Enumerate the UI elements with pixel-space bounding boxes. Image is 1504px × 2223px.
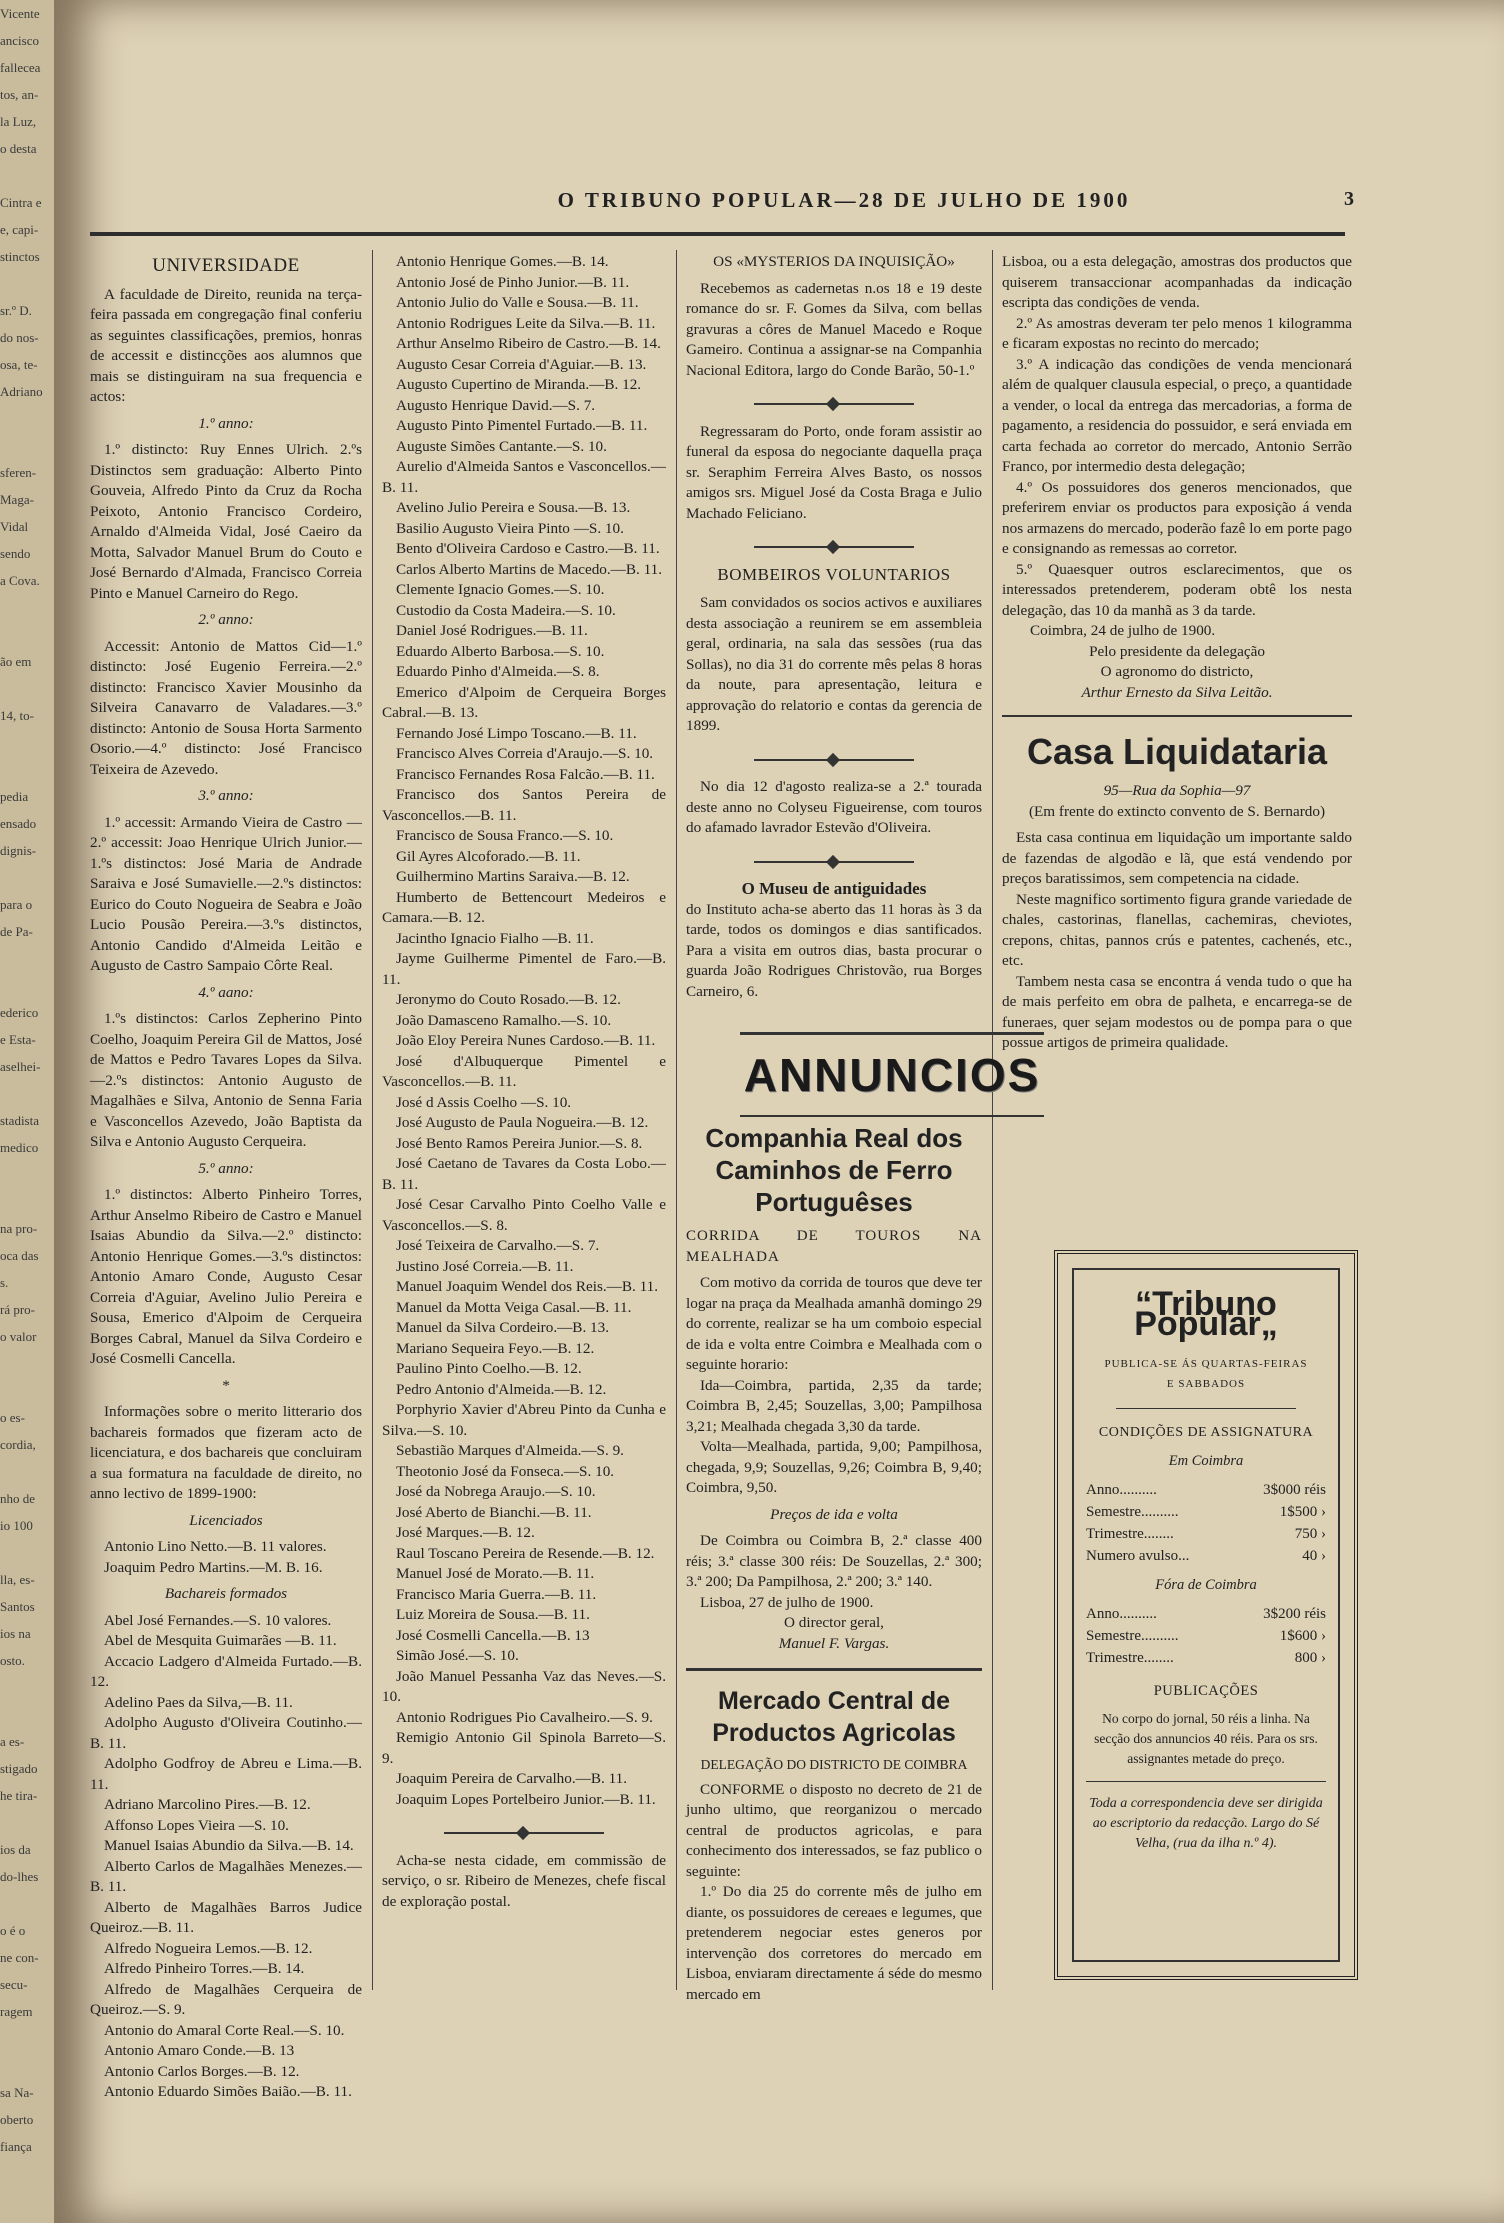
bleed-fragment: io 100 — [0, 1518, 33, 1533]
bleed-fragment — [0, 864, 54, 891]
bleed-fragment: ão em — [0, 654, 32, 669]
column-divider — [992, 250, 993, 1990]
rate-value: 1$500 › — [1279, 1504, 1326, 1520]
bleed-fragment: he tira- — [0, 1788, 38, 1803]
rate-label: Trimestre........ — [1086, 1526, 1174, 1542]
list-item: José da Nobrega Araujo.—S. 10. — [396, 1483, 596, 1500]
list-item: Affonso Lopes Vieira —S. 10. — [104, 1816, 289, 1834]
bleed-fragment — [0, 1188, 54, 1215]
graduates-list — [382, 252, 666, 1810]
rate-label: Trimestre........ — [1086, 1650, 1174, 1666]
list-item: Remigio Antonio Gil Spinola Barreto—S. 9. — [382, 1729, 666, 1767]
bleed-fragment: lla, es- — [0, 1572, 35, 1587]
rates-fora-table — [1086, 1603, 1326, 1669]
list-item: Antonio Julio do Valle e Sousa.—B. 11. — [396, 294, 639, 311]
rate-label: Anno.......... — [1086, 1482, 1157, 1498]
bleed-fragment: ederico — [0, 1005, 39, 1020]
bleed-fragment: oca das — [0, 1248, 39, 1263]
list-item: José Teixeira de Carvalho.—S. 7. — [396, 1237, 600, 1254]
list-item: Augusto Pinto Pimentel Furtado.—B. 11. — [396, 417, 648, 434]
list-item: Joaquim Pereira de Carvalho.—B. 11. — [396, 1770, 627, 1787]
list-item: Justino José Correia.—B. 11. — [396, 1257, 574, 1275]
bleed-fragment — [0, 1890, 54, 1917]
bleed-fragment: rá pro- — [0, 1302, 36, 1317]
bleed-fragment: sa Na- — [0, 2085, 34, 2100]
bleed-fragment: oberto — [0, 2112, 34, 2127]
paragraph: Volta—Mealhada, partida, 9,00; Pampilhosa, chegada, 9,9; Souzellas, 9,26; Coimbra B, 9,40; Coimbra, 9,50. — [686, 1438, 982, 1496]
ornament-separator — [686, 534, 982, 555]
bleed-fragment: do nos- — [0, 330, 39, 345]
list-item: Jeronymo do Couto Rosado.—B. 12. — [396, 991, 621, 1008]
list-item: José d'Albuquerque Pimentel e Vasconcellos.—B. 11. — [382, 1052, 666, 1090]
list-item: Simão José.—S. 10. — [396, 1647, 519, 1664]
list-item: Adolpho Augusto d'Oliveira Coutinho.—B. 11. — [90, 1714, 362, 1752]
bleed-fragment: aselhei- — [0, 1059, 41, 1074]
subscription-box-frame — [1054, 1250, 1358, 1980]
list-item: Antonio Rodrigues Leite da Silva.—B. 11. — [396, 314, 656, 332]
paragraph: Esta casa continua em liquidação um importante saldo de fazendas de algodão e lã, que está vendendo por preços baratissimos, sem competencia na cidade. — [1002, 829, 1352, 887]
list-item: Alfredo de Magalhães Cerqueira de Queiroz.—S. 9. — [90, 1980, 362, 2018]
list-item: João Damasceno Ramalho.—S. 10. — [396, 1011, 612, 1029]
signature-caption: O agronomo do districto, — [1100, 663, 1254, 680]
bleed-fragment: Vidal — [0, 519, 29, 534]
bleed-fragment: osa, te- — [0, 357, 38, 372]
licenciados-list — [90, 1537, 362, 1578]
address: 95—Rua da Sophia—97 — [1103, 782, 1251, 799]
bleed-fragment: ragem — [0, 2004, 33, 2019]
list-item: Arthur Anselmo Ribeiro de Castro.—B. 14. — [396, 335, 661, 352]
list-item: João Eloy Pereira Nunes Cardoso.—B. 11. — [396, 1032, 656, 1049]
paragraph: Recebemos as cadernetas n.os 18 e 19 deste romance do sr. F. Gomes da Silva, com bellas gravuras a côres de Manuel Macedo e Roque Gameiro. Continua a assignar-se na Companhia Nacional Editora, largo do Conde Barão, 50-1.º — [686, 279, 982, 379]
fora-coimbra: Fóra de Coimbra — [1155, 1577, 1257, 1593]
list-item: Alfredo Nogueira Lemos.—B. 12. — [104, 1939, 313, 1957]
bleed-fragment: nho de — [0, 1491, 36, 1506]
bleed-fragment: pedia — [0, 789, 29, 804]
bleed-fragment: sendo — [0, 546, 31, 561]
bleed-fragment — [0, 756, 54, 783]
column-1 — [90, 252, 362, 2103]
bleed-fragment: ne con- — [0, 1950, 39, 1965]
bleed-fragment: 14, to- — [0, 708, 34, 723]
annuncios-banner: ANNUNCIOS — [740, 1032, 1044, 1117]
heading-corrida: CORRIDA DE TOUROS NA MEALHADA — [686, 1228, 982, 1265]
bleed-fragment: dignis- — [0, 843, 37, 858]
list-item: Porphyrio Xavier d'Abreu Pinto da Cunha e Silva.—S. 10. — [382, 1401, 666, 1439]
list-item: Francisco Fernandes Rosa Falcão.—B. 11. — [396, 765, 655, 783]
bleed-fragment: stigado — [0, 1761, 38, 1776]
paragraph: do Instituto acha-se aberto das 11 horas às 3 da tarde, todos os domingos e dias santificados. Para a visita em outros dias, basta procurar o guarda João Rodrigues Christovão, rua Borges Carneiro, 6. — [686, 900, 982, 1000]
rate-label: Numero avulso... — [1086, 1548, 1190, 1564]
bleed-fragment: s. — [0, 1275, 9, 1290]
list-item: Joaquim Lopes Portelbeiro Junior.—B. 11. — [396, 1790, 656, 1808]
list-item: Mariano Sequeira Feyo.—B. 12. — [396, 1339, 595, 1357]
bleed-fragment: Santos — [0, 1599, 35, 1614]
bleed-fragment — [0, 1350, 54, 1377]
list-item: Augusto Henrique David.—S. 7. — [396, 396, 596, 414]
bleed-fragment — [0, 972, 54, 999]
heading-delegacao: DELEGAÇÃO DO DISTRICTO DE COIMBRA — [700, 1757, 968, 1772]
bleed-fragment: stadista — [0, 1113, 39, 1128]
heading-museu: O Museu de antiguidades — [741, 879, 927, 898]
list-item: Abel José Fernandes.—S. 10 valores. — [104, 1611, 332, 1629]
list-item: Augusto Cupertino de Miranda.—B. 12. — [396, 376, 642, 393]
bleed-fragment: stinctos — [0, 249, 40, 264]
paragraph: A faculdade de Direito, reunida na terça-feira passada em congregação final conferiu as seguintes classificações, premios, honras de accessit e distincções aos alumnos que mais se distinguiram na sua frequencia e actos: — [90, 285, 362, 405]
bleed-fragment — [0, 1809, 54, 1836]
list-item: Aurelio d'Almeida Santos e Vasconcellos.—B. 11. — [382, 458, 666, 496]
bleed-fragment: tos, an- — [0, 87, 39, 102]
bleed-fragment — [0, 1080, 54, 1107]
subheading-year-3: 3.º anno: — [198, 787, 254, 804]
page-number: 3 — [1344, 188, 1354, 210]
list-item: Antonio do Amaral Corte Real.—S. 10. — [104, 2021, 345, 2039]
bleed-fragment — [0, 729, 54, 756]
bleed-fragment: ensado — [0, 816, 37, 831]
paragraph: 1.º distincto: Ruy Ennes Ulrich. 2.ºs Distinctos sem graduação: Alberto Pinto Gouveia, Alfredo Pinto da Cruz da Rocha Peixoto, Antonio Francisco Cordeiro, Arnaldo d'Almeida Vidal, José Caeiro da Motta, Salvador Manuel Brum do Couto e José Bernardo d'Almada, Francisco Correia Pinto e Manuel Carneiro do Rego. — [90, 441, 362, 602]
paragraph: 4.º Os possuidores dos generos mencionados, que preferirem enviar os productos para exposição á venda nos armazens do mercado, poderão fazê lo em porte pago e consignando as remessas ao corretor. — [1002, 478, 1352, 557]
bleed-fragment — [0, 1674, 54, 1701]
list-item: Emerico d'Alpoim de Cerqueira Borges Cabral.—B. 13. — [382, 683, 666, 721]
bachareis-list — [90, 1611, 362, 2103]
list-item: José Cosmelli Cancella.—B. 13 — [396, 1626, 590, 1644]
bleed-fragment: na pro- — [0, 1221, 38, 1236]
list-item: Augusto Cesar Correia d'Aguiar.—B. 13. — [396, 355, 647, 373]
column-divider — [372, 250, 373, 1990]
subheading-licenciados: Licenciados — [189, 1511, 263, 1529]
rate-value: 40 › — [1302, 1548, 1326, 1564]
rate-value: 3$000 réis — [1263, 1482, 1326, 1498]
list-item: Eduardo Pinho d'Almeida.—S. 8. — [396, 663, 600, 680]
rate-value: 1$600 › — [1279, 1628, 1326, 1644]
bleed-fragment: ios na — [0, 1626, 31, 1641]
list-item: Francisco Maria Guerra.—B. 11. — [396, 1585, 597, 1603]
column-3 — [686, 252, 982, 1002]
list-item: Manuel Joaquim Wendel dos Reis.—B. 11. — [396, 1278, 659, 1295]
rate-label: Anno.......... — [1086, 1606, 1157, 1622]
list-item: Sebastião Marques d'Almeida.—S. 9. — [396, 1442, 624, 1459]
bleed-fragment — [0, 594, 54, 621]
rate-value: 800 › — [1294, 1650, 1326, 1666]
list-item: José Aberto de Bianchi.—B. 11. — [396, 1503, 592, 1521]
list-item: José Bento Ramos Pereira Junior.—S. 8. — [396, 1134, 643, 1152]
bleed-fragment: a es- — [0, 1734, 25, 1749]
ad-rule — [686, 1668, 982, 1671]
bleed-fragment: ios da — [0, 1842, 31, 1857]
paragraph: 1.º accessit: Armando Vieira de Castro —2.º accessit: Joao Henrique Ulrich Junior.—1.ºs distinctos: José Maria de Andrade Saraiva e José Sumavielle.—2.ºs distinctos: Eurico do Couto Nogueira de Seabra e João Lucio Pousão Pereira.—3.ºs distinctos, Antonio Candido d'Almeida Leitão e Augusto de Castro Sampaio Côrte Real. — [90, 813, 362, 974]
adjacent-page-bleed — [0, 0, 54, 2223]
bleed-fragment: fiança — [0, 2139, 32, 2154]
bleed-fragment — [0, 162, 54, 189]
rate-row — [1086, 1479, 1326, 1501]
list-item: Francisco dos Santos Pereira de Vasconcellos.—B. 11. — [382, 786, 666, 824]
column-divider — [676, 250, 677, 1990]
paragraph: Informações sobre o merito litterario dos bachareis formados que fizeram acto de licenciatura, e dos bachareis que concluiram a sua formatura na faculdade de direito, no anno lectivo de 1899-1900: — [90, 1403, 362, 1502]
publicacoes-text: No corpo do jornal, 50 réis a linha. Na secção dos annuncios 40 réis. Para os srs. assignantes metade do preço. — [1094, 1711, 1318, 1766]
list-item: Jayme Guilherme Pimentel de Faro.—B. 11. — [382, 950, 666, 988]
bleed-fragment — [0, 1458, 54, 1485]
heading-precos: Preços de ida e volta — [770, 1505, 898, 1523]
list-item: Antonio Carlos Borges.—B. 12. — [104, 2062, 300, 2080]
bleed-fragment: cordia, — [0, 1437, 36, 1452]
date-line: Coimbra, 24 de julho de 1900. — [1030, 622, 1216, 639]
bleed-fragment: medico — [0, 1140, 39, 1155]
paragraph: 5.º Quaesquer outros esclarecimentos, que os interessados pretenderem, poderam obtê los nesta delegação, das 10 da manhã as 3 da tarde. — [1002, 560, 1352, 619]
list-item: Carlos Alberto Martins de Macedo.—B. 11. — [396, 560, 663, 578]
bleed-fragment: de Pa- — [0, 924, 33, 939]
rate-label: Semestre.......... — [1086, 1504, 1179, 1520]
list-item: Luiz Moreira de Sousa.—B. 11. — [396, 1606, 590, 1623]
rate-value: 750 › — [1294, 1526, 1326, 1542]
bleed-fragment — [0, 432, 54, 459]
bleed-fragment: para o — [0, 897, 33, 912]
ornament-separator — [382, 1820, 666, 1841]
rate-value: 3$200 réis — [1263, 1606, 1326, 1622]
signature-name: Arthur Ernesto da Silva Leitão. — [1081, 683, 1273, 701]
list-item: Manuel José de Morato.—B. 11. — [396, 1565, 595, 1582]
paragraph: Lisboa, ou a esta delegação, amostras dos productos que quiserem transaccionar acompanhadas da indicação escripta das condições de venda. — [1002, 253, 1352, 311]
box-title: “Tribuno Popular„ — [1134, 1285, 1278, 1343]
list-item: Adolpho Godfroy de Abreu e Lima.—B. 11. — [90, 1755, 362, 1793]
list-item: Daniel José Rodrigues.—B. 11. — [396, 622, 588, 639]
bleed-fragment — [0, 2052, 54, 2079]
subheading-year-1: 1.º anno: — [198, 414, 254, 432]
star-separator: * — [222, 1376, 230, 1394]
paragraph: 1.º distinctos: Alberto Pinheiro Torres, Arthur Anselmo Ribeiro de Castro e Manuel Isaias Abundio da Silva.—2.º distincto: Antonio Henrique Gomes.—3.ºs distinctos: Antonio Amaro Conde, Augusto Cesar Correia d'Aguiar, Avelino Julio Pereira e Sousa, Emerico d'Alpoim de Cerqueira Borges Cabral, Manuel da Silva Cordeiro e José Cosmelli Cancella. — [90, 1186, 362, 1367]
paragraph: Accessit: Antonio de Mattos Cid—1.º distincto: José Eugenio Ferreira.—2.º distincto: Francisco Xavier Mousinho da Silveira Canavarro de Valadares.—3.º distincto: Antonio de Sousa Horta Sarmento Osorio.—4.º distincto: José Francisco Teixeira de Azevedo. — [90, 637, 362, 778]
list-item: Antonio Eduardo Simões Baião.—B. 11. — [104, 2083, 352, 2100]
list-item: Pedro Antonio d'Almeida.—B. 12. — [396, 1380, 607, 1398]
heading-bombeiros: BOMBEIROS VOLUNTARIOS — [717, 564, 951, 584]
bleed-fragment — [0, 945, 54, 972]
section-heading-universidade: UNIVERSIDADE — [152, 255, 300, 276]
list-item: Theotonio José da Fonseca.—S. 10. — [396, 1462, 615, 1480]
list-item: Adriano Marcolino Pires.—B. 12. — [104, 1796, 311, 1813]
bleed-fragment: secu- — [0, 1977, 28, 1992]
ad-rule — [1002, 715, 1352, 717]
heading-companhia: Companhia Real dos Caminhos de Ferro Portuguêses — [705, 1123, 963, 1217]
list-item: Custodio da Costa Madeira.—S. 10. — [396, 601, 616, 619]
list-item: Antonio Henrique Gomes.—B. 14. — [396, 253, 609, 270]
paragraph: 1.ºs distinctos: Carlos Zepherino Pinto Coelho, Joaquim Pereira Gil de Mattos, José de Mattos e Pedro Tavares Lopes da Silva.—2.ºs distinctos: Antonio Augusto de Magalhães e Silva, Antonio de Senna Faria e Vasconcellos Azevedo, João Baptista da Silva e Antonio Augusto Cerqueira. — [90, 1010, 362, 1150]
bleed-fragment: Cintra e — [0, 195, 42, 210]
bleed-fragment — [0, 2025, 54, 2052]
rate-row — [1086, 1647, 1326, 1669]
paragraph: Com motivo da corrida de touros que deve ter logar na praça da Mealhada amanhã domingo 29 do corrente, realizar se ha um comboio especial de ida e volta entre Coimbra e Mealhada com o seguinte horario: — [686, 1274, 982, 1373]
em-coimbra: Em Coimbra — [1168, 1453, 1244, 1469]
column-2 — [382, 252, 666, 1912]
paragraph: De Coimbra ou Coimbra B, 2.ª classe 400 réis; 3.ª classe 300 réis: De Souzellas, 2.ª 300; 3.ª 200; Da Pampilhosa, 2.ª 200; 3.ª 140. — [686, 1532, 982, 1590]
list-item: Francisco de Sousa Franco.—S. 10. — [396, 827, 614, 844]
list-item: Bento d'Oliveira Cardoso e Castro.—B. 11. — [396, 540, 660, 557]
paragraph: 2.º As amostras deveram ter pelo menos 1 kilogramma e ficaram expostas no recinto do mercado; — [1002, 314, 1352, 352]
bleed-fragment: osto. — [0, 1653, 25, 1668]
heading-casa-liquidataria: Casa Liquidataria — [1026, 731, 1328, 772]
signature-caption: Pelo presidente da delegação — [1089, 642, 1265, 660]
list-item: Clemente Ignacio Gomes.—S. 10. — [396, 581, 605, 598]
paragraph: No dia 12 d'agosto realiza-se a 2.ª tourada deste anno no Colyseu Figueirense, com touros do afamado lavrador Estevão d'Oliveira. — [686, 778, 982, 836]
bleed-fragment: fallecea — [0, 60, 41, 75]
list-item: Jacintho Ignacio Fialho —B. 11. — [396, 929, 594, 947]
list-item: Raul Toscano Pereira de Resende.—B. 12. — [396, 1544, 655, 1562]
bleed-fragment — [0, 1161, 54, 1188]
list-item: Avelino Julio Pereira e Sousa.—B. 13. — [396, 499, 631, 516]
bleed-fragment — [0, 405, 54, 432]
list-item: José Marques.—B. 12. — [396, 1524, 535, 1541]
subheading-bachareis: Bachareis formados — [164, 1585, 288, 1602]
paragraph: CONFORME o disposto no decreto de 21 de junho ultimo, que reorganizou o mercado central de productos agricolas, e para conhecimento dos interessados, se faz publico o seguinte: — [686, 1780, 982, 1880]
bleed-fragment — [0, 1701, 54, 1728]
bleed-fragment — [0, 621, 54, 648]
bleed-fragment — [0, 270, 54, 297]
ornament-separator — [686, 391, 982, 412]
list-item: Antonio Rodrigues Pio Cavalheiro.—S. 9. — [396, 1708, 653, 1726]
list-item: Manuel da Silva Cordeiro.—B. 13. — [396, 1319, 610, 1336]
list-item: Guilhermino Martins Saraiva.—B. 12. — [396, 868, 630, 885]
bleed-fragment: e Esta- — [0, 1032, 36, 1047]
ornament-separator — [686, 849, 982, 870]
director-title: O director geral, — [784, 1614, 884, 1631]
bleed-fragment: o es- — [0, 1410, 25, 1425]
address-note: (Em frente do extincto convento de S. Bernardo) — [1028, 802, 1326, 820]
bleed-fragment: la Luz, — [0, 114, 37, 129]
rate-row — [1086, 1625, 1326, 1647]
paragraph: Regressaram do Porto, onde foram assistir ao funeral da esposa do negociante daquella praça sr. Seraphim Ferreira Alves Basto, os nossos amigos srs. Miguel José da Costa Braga e Julio Machado Feliciano. — [686, 422, 982, 522]
list-item: Auguste Simões Cantante.—S. 10. — [396, 437, 607, 455]
list-item: Gil Ayres Alcoforado.—B. 11. — [396, 847, 581, 865]
list-item: Antonio José de Pinho Junior.—B. 11. — [396, 273, 630, 291]
bleed-fragment: Adriano — [0, 384, 43, 399]
list-item: José d Assis Coelho —S. 10. — [396, 1093, 572, 1111]
paragraph: Ida—Coimbra, partida, 2,35 da tarde; Coimbra B, 2,45; Souzellas, 3,00; Pampilhosa 3,21; Mealhada chegada 3,30 da tarde. — [686, 1376, 982, 1435]
list-item: Humberto de Bettencourt Medeiros e Camara.—B. 12. — [382, 888, 666, 926]
bleed-fragment — [0, 1539, 54, 1566]
list-item: Joaquim Pedro Martins.—M. B. 16. — [104, 1558, 323, 1576]
paragraph: Sam convidados os socios activos e auxiliares desta associação a reunirem se em assembleia geral, ordinaria, na sala das sessões (rua das Sollas), no dia 31 do corrente mês pelas 8 horas da noute, para apresentação, leitura e approvação do relatorio e contas da gerencia de 1899. — [686, 594, 982, 734]
rate-row — [1086, 1523, 1326, 1545]
list-item: Antonio Amaro Conde.—B. 13 — [104, 2042, 295, 2059]
bleed-fragment: o desta — [0, 141, 37, 156]
bleed-fragment: sferen- — [0, 465, 37, 480]
masthead-rule — [90, 232, 1345, 236]
publish-line: E SABBADOS — [1166, 1378, 1246, 1390]
list-item: Paulino Pinto Coelho.—B. 12. — [396, 1360, 582, 1377]
column-3-ads — [686, 1122, 982, 2005]
correspondence-note: Toda a correspondencia deve ser dirigida ao escriptorio da redacção. Largo do Sé Velha, (rua da ilha n.º 4). — [1089, 1796, 1323, 1851]
bleed-fragment: o valor — [0, 1329, 37, 1344]
bleed-fragment: Vicente — [0, 6, 40, 21]
bleed-fragment: Maga- — [0, 492, 34, 507]
rate-row — [1086, 1545, 1326, 1567]
bleed-fragment: a Cova. — [0, 573, 40, 588]
rate-row — [1086, 1603, 1326, 1625]
subheading-year-2: 2.º anno: — [198, 611, 254, 628]
bleed-fragment: o é o — [0, 1923, 26, 1938]
paragraph: 3.º A indicação das condições de venda mencionará além de qualquer clausula especial, o preço, a quantidade a vender, o local da entrega das mercadorias, a forma de pagamento, a residencia do possuidor, e será enviada em carta fechada ao corretor do mercado, Antonio Serrão Franco, por intermedio desta delegação; — [1002, 355, 1352, 475]
box-rule — [1116, 1408, 1296, 1409]
bleed-fragment — [0, 675, 54, 702]
list-item: Basilio Augusto Vieira Pinto —S. 10. — [396, 519, 624, 537]
publish-line: PUBLICA-SE ÁS QUARTAS-FEIRAS — [1104, 1358, 1308, 1370]
list-item: Alfredo Pinheiro Torres.—B. 14. — [104, 1960, 305, 1977]
conditions-title: CONDIÇÕES DE ASSIGNATURA — [1098, 1425, 1314, 1440]
newspaper-page — [54, 0, 1504, 2223]
rates-coimbra-table — [1086, 1479, 1326, 1567]
masthead-title: O TRIBUNO POPULAR—28 DE JULHO DE 1900 — [557, 188, 1131, 212]
list-item: Abel de Mesquita Guimarães —B. 11. — [104, 1632, 337, 1649]
bleed-fragment: do-lhes — [0, 1869, 39, 1884]
list-item: Adelino Paes da Silva,—B. 11. — [104, 1693, 293, 1711]
list-item: Eduardo Alberto Barbosa.—S. 10. — [396, 642, 605, 660]
list-item: Alberto Carlos de Magalhães Menezes.—B. 11. — [90, 1857, 362, 1895]
list-item: Antonio Lino Netto.—B. 11 valores. — [104, 1538, 327, 1555]
bleed-fragment: ancisco — [0, 33, 39, 48]
list-item: José Augusto de Paula Nogueira.—B. 12. — [396, 1114, 649, 1131]
heading-mysterios: OS «MYSTERIOS DA INQUISIÇÃO» — [713, 253, 955, 270]
list-item: Francisco Alves Correia d'Araujo.—S. 10. — [396, 745, 654, 762]
rate-row — [1086, 1501, 1326, 1523]
bleed-fragment: sr.º D. — [0, 303, 32, 318]
subscription-box — [1072, 1268, 1340, 1962]
director-name: Manuel F. Vargas. — [778, 1634, 890, 1652]
list-item: João Manuel Pessanha Vaz das Neves.—S. 10. — [382, 1667, 666, 1705]
paragraph: Tambem nesta casa se encontra á venda tudo o que ha de mais perfeito em obra de palheta, e encarrega-se de funeraes, quer sejam modestos ou de pompa para o que possue artigos de primeira qualidade. — [1002, 972, 1352, 1051]
bleed-fragment — [0, 1377, 54, 1404]
rate-label: Semestre.......... — [1086, 1628, 1179, 1644]
publicacoes-title: PUBLICAÇÕES — [1153, 1683, 1259, 1699]
list-item: Alberto de Magalhães Barros Judice Queiroz.—B. 11. — [90, 1898, 362, 1936]
heading-mercado: Mercado Central de Productos Agricolas — [712, 1687, 956, 1747]
list-item: Fernando José Limpo Toscano.—B. 11. — [396, 724, 637, 742]
list-item: José Caetano de Tavares da Costa Lobo.—B. 11. — [382, 1155, 666, 1193]
date-line: Lisboa, 27 de julho de 1900. — [700, 1593, 874, 1611]
subheading-year-5: 5.º anno: — [198, 1159, 254, 1177]
box-rule — [1086, 1781, 1326, 1782]
list-item: Accacio Ladgero d'Almeida Furtado.—B. 12. — [90, 1652, 362, 1690]
list-item: José Cesar Carvalho Pinto Coelho Valle e Vasconcellos.—S. 8. — [382, 1196, 666, 1234]
paragraph: Neste magnifico sortimento figura grande variedade de chales, castorinas, flanellas, cachemiras, cheviotes, crepons, chitas, pannos crús e patentes, cachenés, etc., etc. — [1002, 890, 1352, 969]
paragraph: Acha-se nesta cidade, em commissão de serviço, o sr. Ribeiro de Menezes, chefe fiscal de exploração postal. — [382, 1851, 666, 1910]
subheading-year-4: 4.º aano: — [198, 983, 254, 1001]
list-item: Manuel Isaias Abundio da Silva.—B. 14. — [104, 1837, 354, 1854]
paragraph: 1.º Do dia 25 do corrente mês de julho em diante, os possuidores de cereaes e legumes, que pretenderem negociar estes generos por intervenção dos corretores do mercado em Lisboa, enviaram directamente á séde do mesmo mercado em — [686, 1883, 982, 2003]
ornament-separator — [686, 747, 982, 768]
list-item: Manuel da Motta Veiga Casal.—B. 11. — [396, 1298, 632, 1316]
bleed-fragment: e, capi- — [0, 222, 39, 237]
column-4 — [1002, 252, 1352, 1054]
